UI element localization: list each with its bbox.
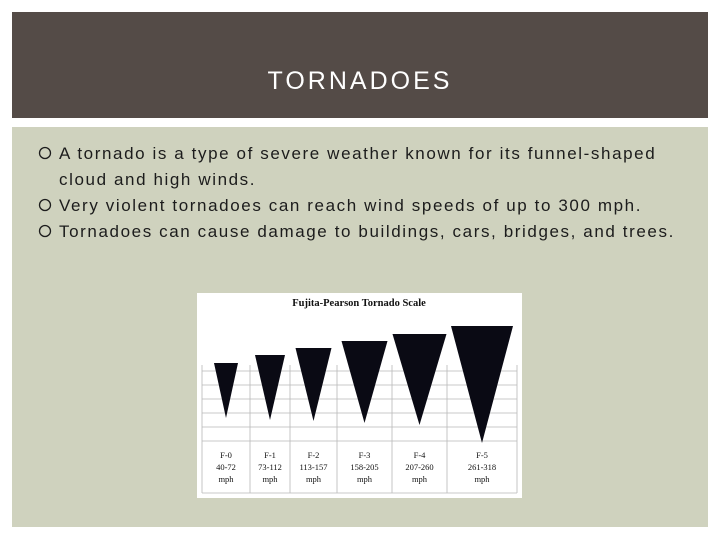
range-label: 207-260 bbox=[405, 462, 434, 472]
circle-bullet-icon bbox=[38, 146, 52, 160]
range-label: 113-157 bbox=[299, 462, 328, 472]
title-bar bbox=[12, 12, 708, 118]
unit-label: mph bbox=[356, 474, 373, 484]
unit-label: mph bbox=[305, 474, 322, 484]
bullet-item bbox=[32, 193, 692, 219]
bullet-item bbox=[32, 219, 692, 245]
category-label: F-5 bbox=[476, 450, 488, 460]
circle-bullet-icon bbox=[38, 198, 52, 212]
slide-title: TORNADOES bbox=[267, 67, 453, 95]
unit-label: mph bbox=[474, 474, 490, 484]
range-label: 158-205 bbox=[350, 462, 379, 472]
unit-label: mph bbox=[262, 474, 278, 484]
bullet-list bbox=[32, 141, 692, 245]
scale-title: Fujita-Pearson Tornado Scale bbox=[292, 298, 426, 309]
bullet-text: A tornado is a type of severe weather known for its funnel-shaped cloud and high winds. bbox=[59, 144, 657, 189]
range-label: 261-318 bbox=[467, 462, 497, 472]
category-label: F-0 bbox=[220, 450, 232, 460]
bullet-text: Very violent tornadoes can reach wind speeds of up to 300 mph. bbox=[59, 196, 643, 215]
range-label: 40-72 bbox=[216, 462, 236, 472]
unit-label: mph bbox=[411, 474, 428, 484]
category-label: F-2 bbox=[307, 450, 320, 460]
circle-bullet-icon bbox=[38, 224, 52, 238]
category-label: F-1 bbox=[264, 450, 276, 460]
tornado-scale-image bbox=[197, 293, 522, 498]
bullet-text: Tornadoes can cause damage to buildings, cars, bridges, and trees. bbox=[59, 222, 675, 241]
category-label: F-4 bbox=[413, 450, 426, 460]
range-label: 73-112 bbox=[258, 462, 282, 472]
unit-label: mph bbox=[218, 474, 234, 484]
category-label: F-3 bbox=[358, 450, 371, 460]
bullet-item bbox=[32, 141, 692, 193]
